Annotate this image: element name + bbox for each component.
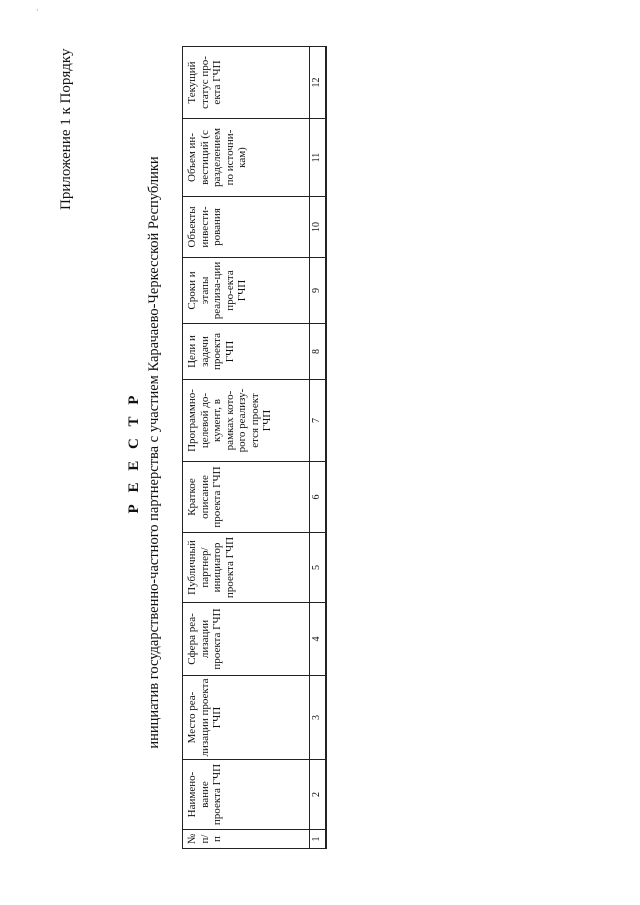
header-cell: Наимено-вание проекта ГЧП bbox=[183, 760, 310, 830]
scan-mark: · bbox=[36, 6, 39, 15]
header-cell: Объекты инвести-рования bbox=[183, 197, 310, 258]
column-number: 9 bbox=[310, 258, 326, 324]
column-number: 3 bbox=[310, 676, 326, 760]
document-title: Р Е Е С Т Р bbox=[126, 391, 142, 514]
appendix-label: Приложение 1 к Порядку bbox=[58, 48, 74, 210]
header-cell: Место реа-лизации проекта ГЧП bbox=[183, 676, 310, 760]
header-cell: № п/п bbox=[183, 830, 310, 849]
header-cell: Объем ин-вестиций (с разделением по источни-кам) bbox=[183, 119, 310, 197]
column-number: 10 bbox=[310, 197, 326, 258]
table-empty-row bbox=[326, 47, 327, 849]
column-number: 8 bbox=[310, 324, 326, 380]
table-number-row bbox=[310, 47, 326, 849]
header-cell: Текущий статус про-екта ГЧП bbox=[183, 47, 310, 119]
column-number: 12 bbox=[310, 47, 326, 119]
table-header-row bbox=[183, 47, 310, 849]
header-cell: Краткое описание проекта ГЧП bbox=[183, 462, 310, 533]
header-cell: Сфера реа-лизации проекта ГЧП bbox=[183, 603, 310, 676]
registry-table bbox=[182, 46, 327, 849]
column-number: 11 bbox=[310, 119, 326, 197]
column-number: 5 bbox=[310, 533, 326, 603]
column-number: 1 bbox=[310, 830, 326, 849]
column-number: 7 bbox=[310, 380, 326, 462]
column-number: 4 bbox=[310, 603, 326, 676]
header-cell: Программно-целевой до-кумент, в рамках кото-рого реализу-ется проект ГЧП bbox=[183, 380, 310, 462]
column-number: 2 bbox=[310, 760, 326, 830]
document-subtitle: инициатив государственно-частного партнерства с участием Карачаево-Черкесской Республики bbox=[146, 156, 162, 749]
header-cell: Сроки и этапы реализа-ции про-екта ГЧП bbox=[183, 258, 310, 324]
column-number: 6 bbox=[310, 462, 326, 533]
header-cell: Цели и задачи проекта ГЧП bbox=[183, 324, 310, 380]
header-cell: Публичный партнер/ инициатор проекта ГЧП bbox=[183, 533, 310, 603]
